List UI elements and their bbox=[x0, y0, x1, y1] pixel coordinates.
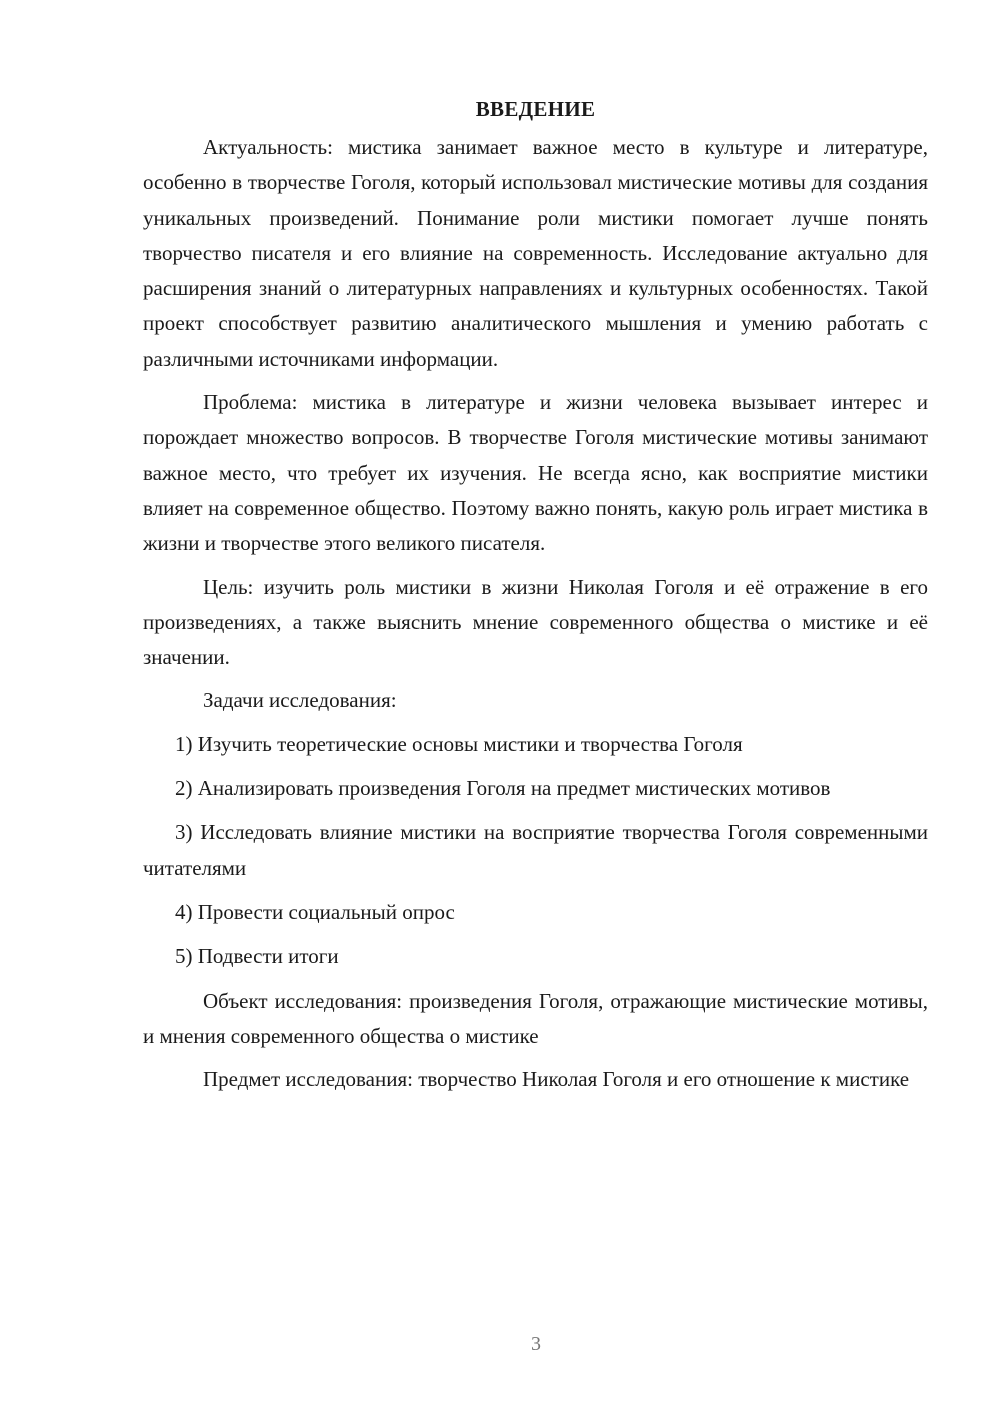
paragraph-subject: Предмет исследования: творчество Николая Гоголя и его отношение к мистике bbox=[203, 1067, 910, 1092]
task-item-1: 1) Изучить теоретические основы мистики и творчества Гоголя bbox=[175, 731, 743, 756]
task-item-4: 4) Провести социальный опрос bbox=[175, 899, 455, 924]
page-title: ВВЕДЕНИЕ bbox=[475, 97, 596, 121]
task-item-3: 3) Исследовать влияние мистики на восприятие творчества Гоголя современными читателями bbox=[143, 820, 928, 880]
page-number: 3 bbox=[531, 1333, 541, 1355]
tasks-heading: Задачи исследования: bbox=[203, 688, 397, 713]
paragraph-goal: Цель: изучить роль мистики в жизни Николая Гоголя и её отражение в его произведениях, а также выяснить мнение современного общества о мистике и её значении. bbox=[143, 574, 928, 670]
paragraph-relevance: Актуальность: мистика занимает важное место в культуре и литературе, особенно в творчестве Гоголя, который использовал мистические мотивы для создания уникальных произведений. Понимание роли мистики помогает лучше понять творчество писателя и его влияние на современность. Исследование актуально для расширения знаний о литературных направлениях и культурных особенностях. Такой проект способствует развитию аналитического мышления и умению работать с различными источниками информации. bbox=[143, 135, 928, 371]
task-item-2: 2) Анализировать произведения Гоголя на предмет мистических мотивов bbox=[175, 776, 831, 801]
task-item-5: 5) Подвести итоги bbox=[175, 944, 339, 969]
paragraph-object: Объект исследования: произведения Гоголя, отражающие мистические мотивы, и мнения современного общества о мистике bbox=[143, 988, 928, 1048]
paragraph-problem: Проблема: мистика в литературе и жизни человека вызывает интерес и порождает множество вопросов. В творчестве Гоголя мистические мотивы занимают важное место, что требует их изучения. Не всегда ясно, как восприятие мистики влияет на современное общество. Поэтому важно понять, какую роль играет мистика в жизни и творчестве этого великого писателя. bbox=[143, 390, 928, 556]
page-content bbox=[143, 94, 928, 1105]
